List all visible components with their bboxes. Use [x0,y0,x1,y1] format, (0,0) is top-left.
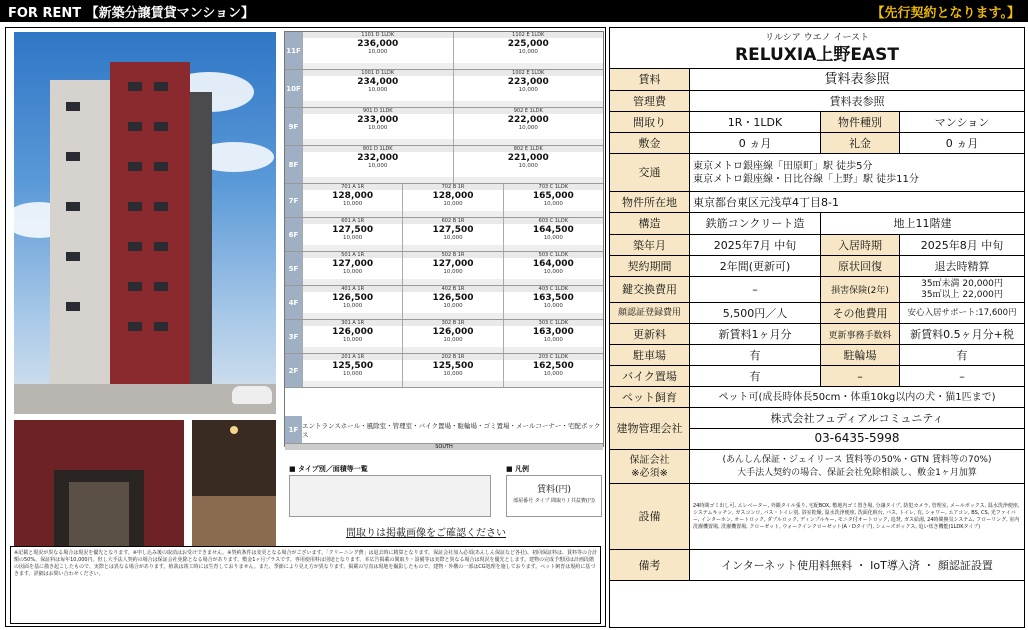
floor-row [285,252,603,286]
value: 0 ヵ月 [738,136,772,150]
unit-header: 701 A 1R [303,184,402,190]
value: 賃料表参照 [829,94,885,108]
floor-row [285,320,603,354]
unit-fee: 10,000 [543,303,563,309]
header-bar [0,0,1028,22]
unit-fee: 10,000 [443,201,463,207]
unit-footer [403,381,502,387]
unit-cell [302,32,453,69]
access-line-1: 東京メトロ銀座線「田原町」駅 徒歩5分 [693,160,873,172]
unit-cell [302,146,453,183]
row-lock [610,276,1024,302]
legend-sub: 部屋番号 タイプ 間取り / 共益費(円) [513,498,595,504]
unit-fee: 10,000 [343,371,363,377]
label: 建物管理会社 [610,408,690,449]
unit-header: 403 C 1LDK [504,286,603,292]
value: 有 [956,348,968,362]
label: 備考 [610,550,690,580]
floor-row-1f [285,416,603,444]
unit-header: 1101 D 1LDK [303,32,453,38]
value: 2025年7月 中旬 [713,238,797,252]
unit-cell [402,320,502,353]
value: 安心入居サポート:17,600円 [907,307,1017,318]
unit-fee: 10,000 [543,201,563,207]
unit-rent: 236,000 [357,39,399,49]
unit-fee: 10,000 [443,269,463,275]
row-mgmt [610,90,1024,111]
floor-1f-facilities: エントランスホール・風除室・管理室・バイク置場・駐輪場・ゴミ置場・メールコーナー・宅配ボックス [302,421,601,439]
unit-rent: 163,500 [532,293,574,303]
label: 駐車場 [610,345,690,365]
unit-header: 303 C 1LDK [504,320,603,326]
value: 24時間ゴミ出し可, エレベーター, 外観タイル張り, 宅配BOX, 敷地内ゴミ置き場, 分譲タイプ, 防犯カメラ, 管理室, メールボックス, 温水洗浄便座, システムキッチン, ガスコンロ, バス・トイレ別, 浴室乾燥, 温水洗浄便座, 洗面化粧台, バス, トイレ, 有, シャワー, エアコン, BS, CS, 光ファイバー, インターホン, オートロック, ダブルロック, ディンプルキー, モニタ付オートロック, 追焚, ガス給湯, 24時間換気システム, フローリング, 室内洗濯機置場, 洗濯機置場, クローゼット, ウォークインクローゼット(A・Dタイプ), シューズボックス, 追い炊き機能(1LDKタイプ) [693,502,1020,530]
floor-row [285,32,603,70]
unit-header: 301 A 1R [303,320,402,326]
label: – [820,366,900,386]
floor-label: 2F [285,354,302,387]
unit-cell [503,252,603,285]
value: 5,500円／人 [722,306,788,320]
unit-footer [454,63,604,69]
unit-header: 501 A 1R [303,252,402,258]
type-list-title: ■ タイプ別／面積等一覧 [289,465,368,473]
unit-header: 801 D 1LDK [303,146,453,152]
unit-rent: 232,000 [357,153,399,163]
label: 更新事務手数料 [820,324,900,344]
label: 鍵交換費用 [610,277,690,302]
unit-rent: 164,500 [532,225,574,235]
value: 2年間(更新可) [719,259,791,273]
unit-cell [503,320,603,353]
unit-footer [303,245,402,251]
unit-header: 502 B 1R [403,252,502,258]
label: 礼金 [820,133,900,153]
unit-header: 302 B 1R [403,320,502,326]
label: 交通 [610,154,690,191]
row-access [610,153,1024,191]
unit-cell [302,286,402,319]
unit-header: 402 B 1R [403,286,502,292]
unit-footer [454,139,604,145]
layout-note-link[interactable]: 間取りは掲載画像をご確認ください [346,528,506,539]
unit-cell [302,320,402,353]
unit-rent: 234,000 [357,77,399,87]
property-name: RELUXIA上野EAST [735,45,899,65]
label: 敷金 [610,133,690,153]
row-equipment [610,483,1024,549]
manager-phone[interactable]: 03-6435-5998 [814,431,900,445]
label: 損害保険(2年) [820,277,900,302]
unit-fee: 10,000 [443,303,463,309]
disclaimer-notes: ※記載と現況が異なる場合は現況を優先となります。※申し込み後の取消はお受けできません。※契約条件は変更となる場合がございます。「クリーニング費」は退去時に精算となります。保証会社加入必須(あんしん保証など各社)、初回保証料は、賃料等の合計額の50%、保証料は毎年10,000円。但し大手法人契約の場合は保証会社免除となる場合があります。敷金1ヶ月プラスです。専用使用料は別途となります。本広告掲載の間取り・設備等は実際と異なる場合は現況を優先とします。建物の完成予想図は計画段階の図面を基に描き起こしたもので、実際とは異なる場合があります。植栽は竣工時には生育しておりません。また、季節により見え方が異なります。掲載の写真は現地を撮影したもので、建物・外構の一部はCG処理を施しております。ペット飼育は規約に基づきます。詳細はお問い合わせください。 [10,546,601,624]
unit-footer [303,139,453,145]
property-kana: リルシア ウエノ イースト [764,33,870,43]
floor-row [285,354,603,388]
unit-rent: 127,500 [432,225,474,235]
floor-row [285,146,603,184]
unit-footer [403,211,502,217]
label: 顔認証登録費用 [610,303,690,323]
details-table [610,68,1024,581]
unit-fee: 10,000 [518,49,538,55]
unit-rent: 126,000 [432,327,474,337]
unit-header: 1002 E 1LDK [454,70,604,76]
unit-header: 1102 E 1LDK [454,32,604,38]
left-panel [5,27,606,627]
unit-cell [402,218,502,251]
label: 更新料 [610,324,690,344]
value: 0 ヵ月 [945,136,979,150]
unit-rent: 126,000 [332,327,374,337]
unit-cell [302,218,402,251]
unit-rent: 221,000 [507,153,549,163]
unit-rent: 127,000 [332,259,374,269]
unit-footer [504,245,603,251]
header-notice: 【先行契約となります。】 [871,5,1020,21]
car-shape [232,386,272,404]
unit-fee: 10,000 [343,201,363,207]
label: 築年月 [610,235,690,255]
unit-cell [302,184,402,217]
unit-rent: 222,000 [507,115,549,125]
unit-cell [453,70,604,107]
unit-header: 601 A 1R [303,218,402,224]
unit-fee: 10,000 [368,49,388,55]
unit-rent: 233,000 [357,115,399,125]
unit-cell [402,184,502,217]
unit-rent: 128,000 [332,191,374,201]
label: 管理費 [610,91,690,111]
unit-rent: 127,500 [332,225,374,235]
unit-fee: 10,000 [443,235,463,241]
value: 賃料表参照 [824,72,890,87]
unit-footer [504,279,603,285]
label: 原状回復 [820,256,900,276]
unit-rent: 162,500 [532,361,574,371]
unit-cell [453,146,604,183]
unit-fee: 10,000 [368,163,388,169]
insurance-2: 35㎡以上 22,000円 [921,289,1003,300]
unit-fee: 10,000 [518,163,538,169]
unit-footer [303,101,453,107]
row-built [610,234,1024,255]
unit-rent: 127,000 [432,259,474,269]
unit-header: 802 E 1LDK [454,146,604,152]
unit-cell [302,108,453,145]
unit-footer [303,279,402,285]
unit-cell [503,354,603,387]
value: 新賃料0.5ヶ月分+税 [910,327,1014,341]
building-exterior-photo [14,32,276,414]
label: 物件所在地 [610,192,690,212]
row-remarks [610,549,1024,581]
floor-label: 8F [285,146,302,183]
unit-header: 203 C 1LDK [504,354,603,360]
value: 有 [749,348,761,362]
unit-header: 602 B 1R [403,218,502,224]
unit-fee: 10,000 [543,235,563,241]
floor-label: 9F [285,108,302,145]
unit-footer [303,177,453,183]
entrance-photo [14,420,184,546]
label: 入居時期 [820,235,900,255]
unit-header: 702 B 1R [403,184,502,190]
row-layout [610,111,1024,132]
floor-label: 6F [285,218,302,251]
value: 有 [749,369,761,383]
unit-header: 901 D 1LDK [303,108,453,114]
unit-cell [302,70,453,107]
floor-label: 3F [285,320,302,353]
unit-footer [403,347,502,353]
row-pet [610,386,1024,407]
unit-footer [403,313,502,319]
unit-fee: 10,000 [543,371,563,377]
unit-cell [402,252,502,285]
unit-footer [303,63,453,69]
row-deposit [610,132,1024,153]
unit-rent: 125,500 [432,361,474,371]
unit-footer [454,101,604,107]
lobby-photo [192,420,276,546]
label: 設備 [610,484,690,549]
unit-cell [503,218,603,251]
row-face [610,302,1024,323]
value: – [959,369,965,383]
value: – [752,283,758,296]
unit-cell [402,286,502,319]
unit-rent: 164,000 [532,259,574,269]
value: インターネット使用料無料 ・ IoT導入済 ・ 顔認証設置 [721,558,993,572]
guarantor-line-2: 大手法人契約の場合、保証会社免除相談し、敷金1ヶ月加算 [737,467,977,478]
row-renew [610,323,1024,344]
unit-footer [454,177,604,183]
floor-row [285,286,603,320]
guarantor-line-1: (あんしん保証・ジェイリース 賃料等の50%・GTN 賃料等の70%) [722,454,992,465]
unit-footer [504,211,603,217]
header-title: FOR RENT 【新築分譲賃貸マンション】 [8,5,255,21]
manager-name: 株式会社フュディアルコミュニティ [690,409,1024,429]
floor-row [285,184,603,218]
floor-label: 11F [285,32,302,69]
unit-header: 902 E 1LDK [454,108,604,114]
unit-footer [403,245,502,251]
unit-fee: 10,000 [443,371,463,377]
unit-header: 603 C 1LDK [504,218,603,224]
unit-footer [504,381,603,387]
floor-label: 10F [285,70,302,107]
access-line-2: 東京メトロ銀座線・日比谷線「上野」駅 徒歩11分 [693,173,919,185]
unit-header: 1001 D 1LDK [303,70,453,76]
unit-fee: 10,000 [518,125,538,131]
unit-fee: 10,000 [443,337,463,343]
row-address [610,191,1024,212]
unit-rent: 128,000 [432,191,474,201]
unit-footer [303,347,402,353]
unit-cell [453,32,604,69]
row-guarantor [610,449,1024,483]
label: 構造 [610,213,690,234]
label: ペット飼育 [610,387,690,407]
row-term [610,255,1024,276]
unit-rent: 223,000 [507,77,549,87]
unit-fee: 10,000 [343,269,363,275]
floor-label: 5F [285,252,302,285]
unit-footer [303,381,402,387]
floor-label: 1F [285,416,302,443]
label: 駐輪場 [820,345,900,365]
unit-rent: 126,500 [432,293,474,303]
unit-fee: 10,000 [368,125,388,131]
unit-header: 202 B 1R [403,354,502,360]
floor-row [285,218,603,252]
label: 保証会社 ※必須※ [610,450,690,483]
floor-rent-plan [284,31,604,450]
legend-box [506,475,602,517]
value: 2025年8月 中旬 [920,238,1004,252]
label: 賃料 [610,69,690,90]
unit-footer [504,313,603,319]
label: その他費用 [820,303,900,323]
unit-fee: 10,000 [368,87,388,93]
unit-rent: 225,000 [507,39,549,49]
floor-label: 7F [285,184,302,217]
value: 1R・1LDK [727,115,783,129]
value: 退去時精算 [934,259,990,273]
value: ペット可(成長時体長50cm・体重10kg以内の犬・猫1匹まで) [718,391,996,403]
unit-footer [504,347,603,353]
unit-rent: 163,000 [532,327,574,337]
unit-footer [303,211,402,217]
value: 新賃料1ヶ月分 [718,327,792,341]
unit-footer [403,279,502,285]
value: マンション [934,115,990,129]
unit-cell [503,286,603,319]
row-bike [610,365,1024,386]
unit-fee: 10,000 [343,235,363,241]
unit-fee: 10,000 [543,269,563,275]
building-illustration [50,62,190,402]
value: 地上11階建 [820,213,1024,234]
floor-row [285,108,603,146]
label: 物件種別 [820,112,900,132]
unit-header: 503 C 1LDK [504,252,603,258]
legend-rent: 賃料(円) [536,485,572,495]
floor-row [285,70,603,108]
value: 東京都台東区元浅草4丁目8-1 [693,195,839,209]
label: バイク置場 [610,366,690,386]
unit-rent: 125,500 [332,361,374,371]
unit-header: 201 A 1R [303,354,402,360]
unit-fee: 10,000 [343,303,363,309]
unit-fee: 10,000 [343,337,363,343]
unit-cell [302,252,402,285]
unit-cell [503,184,603,217]
unit-fee: 10,000 [543,337,563,343]
unit-header: 401 A 1R [303,286,402,292]
row-parking [610,344,1024,365]
row-manager [610,407,1024,449]
unit-cell [302,354,402,387]
legend-title: ■ 凡例 [506,465,530,473]
unit-rent: 165,000 [532,191,574,201]
unit-rent: 126,500 [332,293,374,303]
unit-footer [303,313,402,319]
south-indicator: SOUTH [285,444,603,450]
unit-cell [402,354,502,387]
floor-label: 4F [285,286,302,319]
row-rent [610,68,1024,90]
row-structure [610,212,1024,234]
label: 間取り [610,112,690,132]
right-panel [609,27,1025,628]
unit-header: 703 C 1LDK [504,184,603,190]
value: 鉄筋コンクリート造 [705,217,805,230]
unit-cell [453,108,604,145]
insurance-1: 35㎡未満 20,000円 [921,278,1003,289]
unit-fee: 10,000 [518,87,538,93]
label: 契約期間 [610,256,690,276]
type-area-table [289,475,491,517]
